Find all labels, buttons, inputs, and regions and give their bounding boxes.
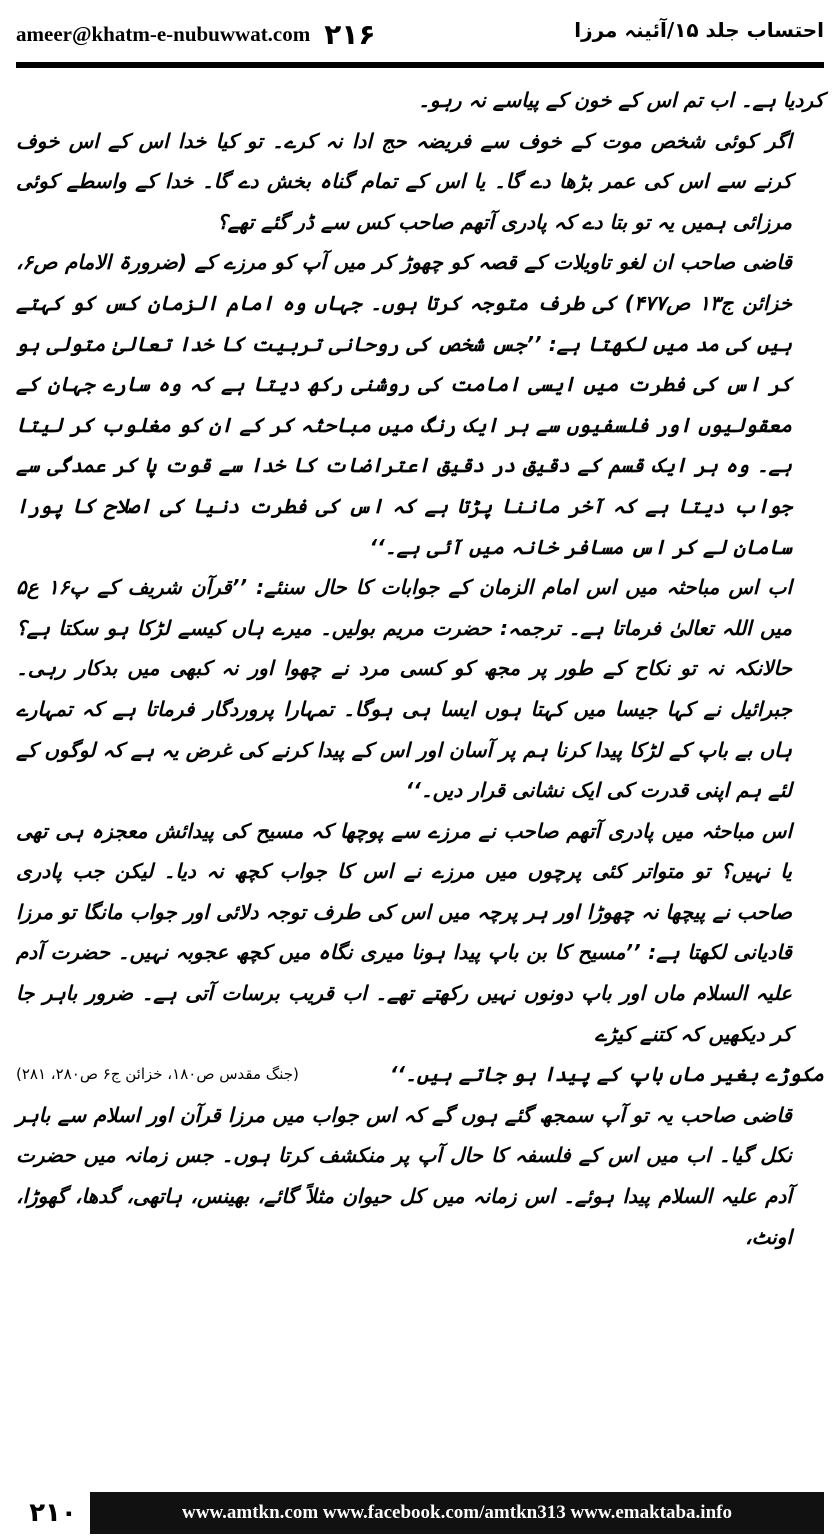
paragraph-3: قاضی صاحب ان لغو تاویلات کے قصہ کو چھوڑ کر میں آپ کو مرزے کے (ضرورۃ الامام ص۶، خزائن ج۱۳ ص۴۷۷) کی طرف متوجہ کرتا ہوں۔ جہاں وہ امام الزمان کس کو کہتے ہیں کی مد میں لکھتا ہے: ’’جس شخص کی روحانی تربیت کا خدا تعالیٰ متولی ہو کر اس کی فطرت میں ایسی امامت کی روشنی رکھ دیتا ہے کہ وہ سارے جہان کے معقولیوں اور فلسفیوں سے ہر ایک رنگ میں مباحثہ کر کے ان کو مغلوب کر لیتا ہے۔ وہ ہر ایک قسم کے دقیق در دقیق اعتراضات کا خدا سے قوت پا کر عمدگی سے جواب دیتا ہے کہ آخر ماننا پڑتا ہے کہ اس کی فطرت دنیا کی اصلاح کا پورا سامان لے کر اس مسافر خانہ میں آئی ہے۔‘‘ (16, 250, 792, 559)
book-title: احتساب جلد ۱۵/آئینہ مرزا (574, 18, 824, 42)
header-page-number: ۲۱۶ (324, 18, 376, 51)
footer-links[interactable]: www.amtkn.com www.facebook.com/amtkn313 www.emaktaba.info (90, 1492, 824, 1534)
paragraph-2: اگر کوئی شخص موت کے خوف سے فریضہ حج ادا نہ کرے۔ تو کیا خدا اس کے اس خوف کرنے سے اس کی عمر بڑھا دے گا۔ یا اس کے تمام گناہ بخش دے گا۔ خدا کے واسطے کوئی مرزائی ہمیں یہ تو بتا دے کہ پادری آتھم صاحب کس سے ڈر گئے تھے؟ (16, 128, 792, 234)
header-divider (16, 62, 824, 68)
footer-page-number: ۲۱۰ (16, 1492, 90, 1534)
header-left (16, 18, 376, 51)
paragraph-1: کردیا ہے۔ اب تم اس کے خون کے پیاسے نہ رہو۔ (418, 88, 824, 112)
page-footer (16, 1492, 824, 1534)
citation-line (16, 1054, 824, 1095)
header-email[interactable]: ameer@khatm-e-nubuwwat.com (16, 22, 311, 46)
paragraph-6: قاضی صاحب یہ تو آپ سمجھ گئے ہوں گے کہ اس جواب میں مرزا قرآن اور اسلام سے باہر نکل گیا۔ اب میں اس کے فلسفہ کا حال آپ پر منکشف کرتا ہوں۔ جس زمانہ میں حضرت آدم علیہ السلام پیدا ہوئے۔ اس زمانہ میں کل حیوان مثلاً گائے، بھینس، ہاتھی، گدھا، گھوڑا، اونٹ، (16, 1102, 792, 1249)
paragraph-5-last-line: مکوڑے بغیر ماں باپ کے پیدا ہو جاتے ہیں۔‘‘ (389, 1062, 824, 1087)
paragraph-4: اب اس مباحثہ میں اس امام الزمان کے جوابات کا حال سنئے: ’’قرآن شریف کے پ۱۶ ع۵ میں اللہ تعالیٰ فرماتا ہے۔ ترجمہ: حضرت مریم بولیں۔ میرے ہاں کیسے لڑکا ہو سکتا ہے؟ حالانکہ نہ تو نکاح کے طور پر مجھ کو کسی مرد نے چھوا اور نہ کبھی میں بدکار رہی۔ جبرائیل نے کہا جیسا میں کہتا ہوں ایسا ہی ہوگا۔ تمہارا پروردگار فرماتا ہے کہ تمہارے ہاں بے باپ کے لڑکا پیدا کرنا ہم پر آسان اور اس کے پیدا کرنے کی غرض یہ ہے کہ لوگوں کے لئے ہم اپنی قدرت کی ایک نشانی قرار دیں۔‘‘ (16, 575, 793, 803)
citation-reference: (جنگ مقدس ص۱۸۰، خزائن ج۶ ص۲۸۰، ۲۸۱) (16, 1065, 299, 1084)
paragraph-5: اس مباحثہ میں پادری آتھم صاحب نے مرزے سے پوچھا کہ مسیح کی پیدائش معجزہ ہی تھی یا نہیں؟ تو متواتر کئی پرچوں میں مرزے نے اس کا جواب کچھ نہ دیا۔ لیکن جب پادری صاحب نے پیچھا نہ چھوڑا اور ہر پرچہ میں اس کی طرف توجہ دلائی اور جواب مانگا تو مرزا قادیانی لکھتا ہے: ’’مسیح کا بن باپ پیدا ہونا میری نگاہ میں کچھ عجوبہ نہیں۔ حضرت آدم علیہ السلام ماں اور باپ دونوں نہیں رکھتے تھے۔ اب قریب برسات آتی ہے۔ ضرور باہر جا کر دیکھیں کہ کتنے کیڑے (16, 818, 792, 1046)
page-body (16, 80, 824, 1257)
page-header (16, 14, 824, 58)
